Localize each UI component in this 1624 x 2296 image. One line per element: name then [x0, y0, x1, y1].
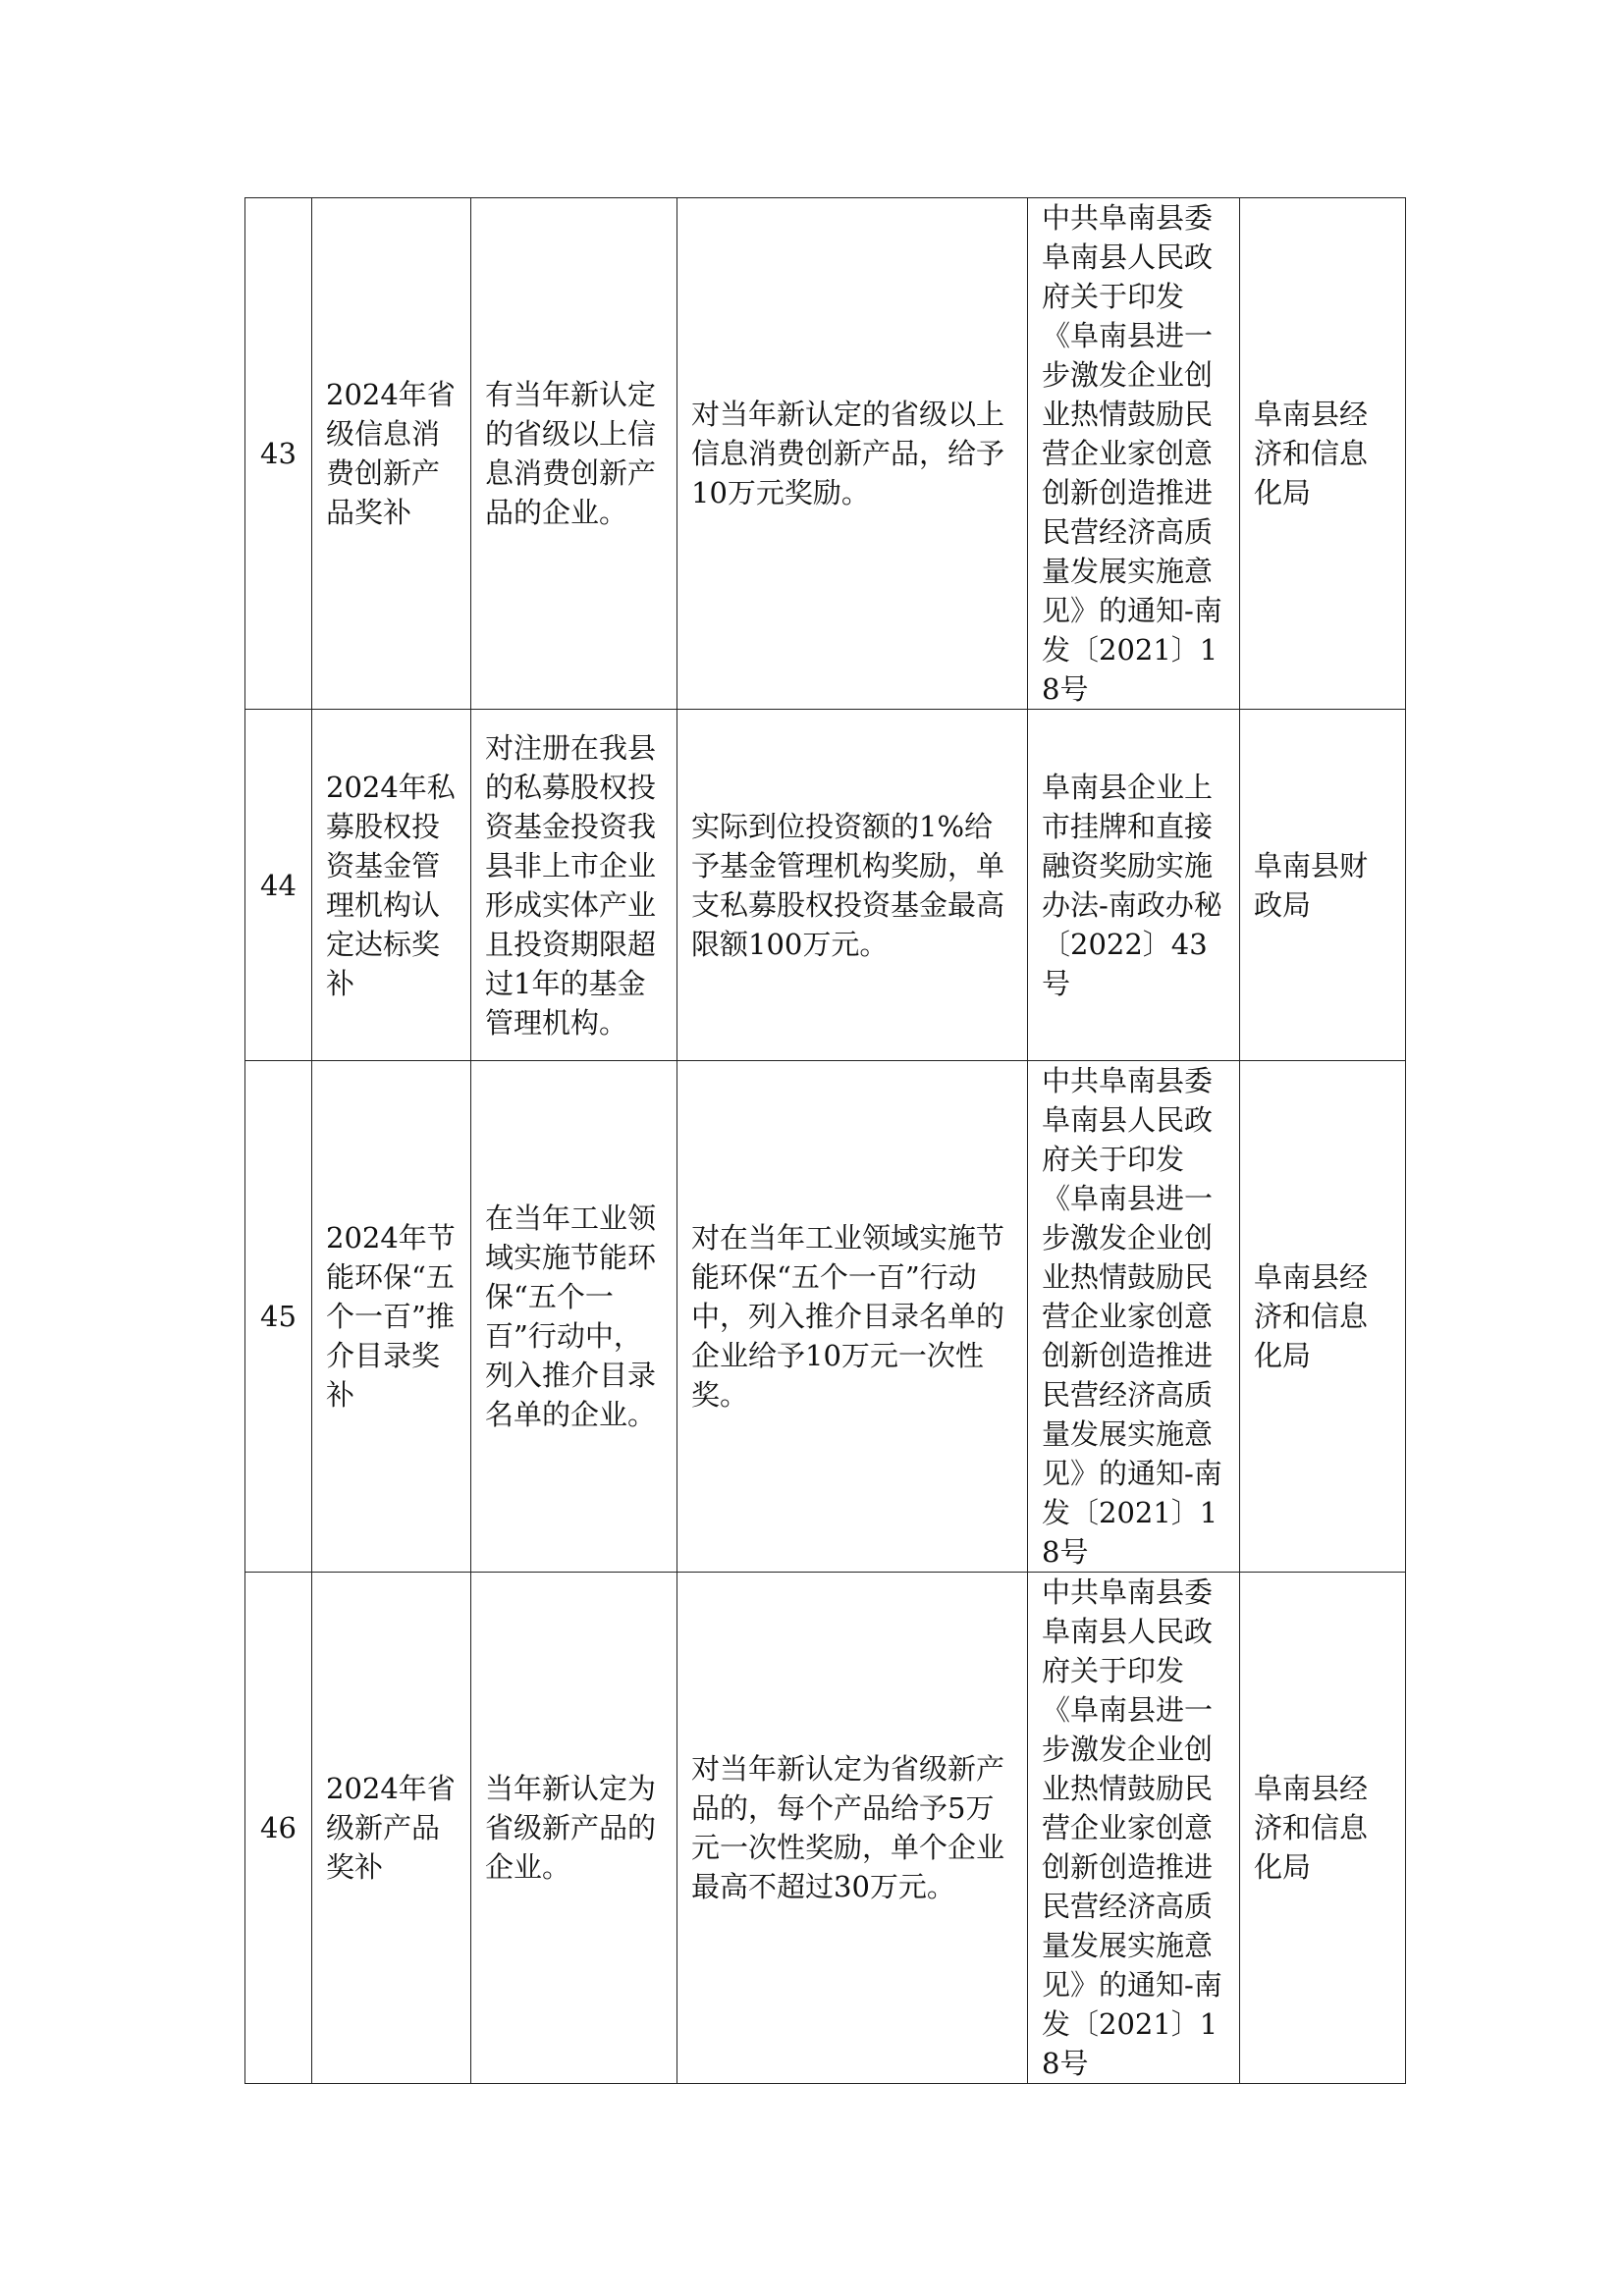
item-name: 2024年私募股权投资基金管理机构认定达标奖补: [312, 710, 471, 1061]
award-standard: 对当年新认定的省级以上信息消费创新产品，给予10万元奖励。: [677, 198, 1028, 710]
policy-basis: 中共阜南县委阜南县人民政府关于印发《阜南县进一步激发企业创业热情鼓励民营企业家创意创新创造推进民营经济高质量发展实施意见》的通知-南发〔2021〕18号: [1028, 1573, 1240, 2084]
policy-table: [244, 197, 1406, 2084]
responsible-department: 阜南县经济和信息化局: [1240, 1573, 1406, 2084]
table-row: [245, 1573, 1406, 2084]
table-row: [245, 198, 1406, 710]
responsible-department: 阜南县经济和信息化局: [1240, 1061, 1406, 1573]
policy-basis: 中共阜南县委阜南县人民政府关于印发《阜南县进一步激发企业创业热情鼓励民营企业家创意创新创造推进民营经济高质量发展实施意见》的通知-南发〔2021〕18号: [1028, 1061, 1240, 1573]
eligibility-condition: 对注册在我县的私募股权投资基金投资我县非上市企业形成实体产业且投资期限超过1年的基金管理机构。: [471, 710, 677, 1061]
award-standard: 实际到位投资额的1%给予基金管理机构奖励，单支私募股权投资基金最高限额100万元。: [677, 710, 1028, 1061]
eligibility-condition: 有当年新认定的省级以上信息消费创新产品的企业。: [471, 198, 677, 710]
award-standard: 对当年新认定为省级新产品的，每个产品给予5万元一次性奖励，单个企业最高不超过30万元。: [677, 1573, 1028, 2084]
eligibility-condition: 当年新认定为省级新产品的企业。: [471, 1573, 677, 2084]
item-name: 2024年节能环保“五个一百”推介目录奖补: [312, 1061, 471, 1573]
row-number: 43: [245, 198, 312, 710]
item-name: 2024年省级信息消费创新产品奖补: [312, 198, 471, 710]
policy-basis: 中共阜南县委阜南县人民政府关于印发《阜南县进一步激发企业创业热情鼓励民营企业家创意创新创造推进民营经济高质量发展实施意见》的通知-南发〔2021〕18号: [1028, 198, 1240, 710]
responsible-department: 阜南县经济和信息化局: [1240, 198, 1406, 710]
row-number: 46: [245, 1573, 312, 2084]
row-number: 44: [245, 710, 312, 1061]
item-name: 2024年省级新产品奖补: [312, 1573, 471, 2084]
table-row: [245, 1061, 1406, 1573]
eligibility-condition: 在当年工业领域实施节能环保“五个一百”行动中，列入推介目录名单的企业。: [471, 1061, 677, 1573]
responsible-department: 阜南县财政局: [1240, 710, 1406, 1061]
policy-basis: 阜南县企业上市挂牌和直接融资奖励实施办法-南政办秘〔2022〕43号: [1028, 710, 1240, 1061]
award-standard: 对在当年工业领域实施节能环保“五个一百”行动中，列入推介目录名单的企业给予10万元一次性奖。: [677, 1061, 1028, 1573]
table-row: [245, 710, 1406, 1061]
row-number: 45: [245, 1061, 312, 1573]
